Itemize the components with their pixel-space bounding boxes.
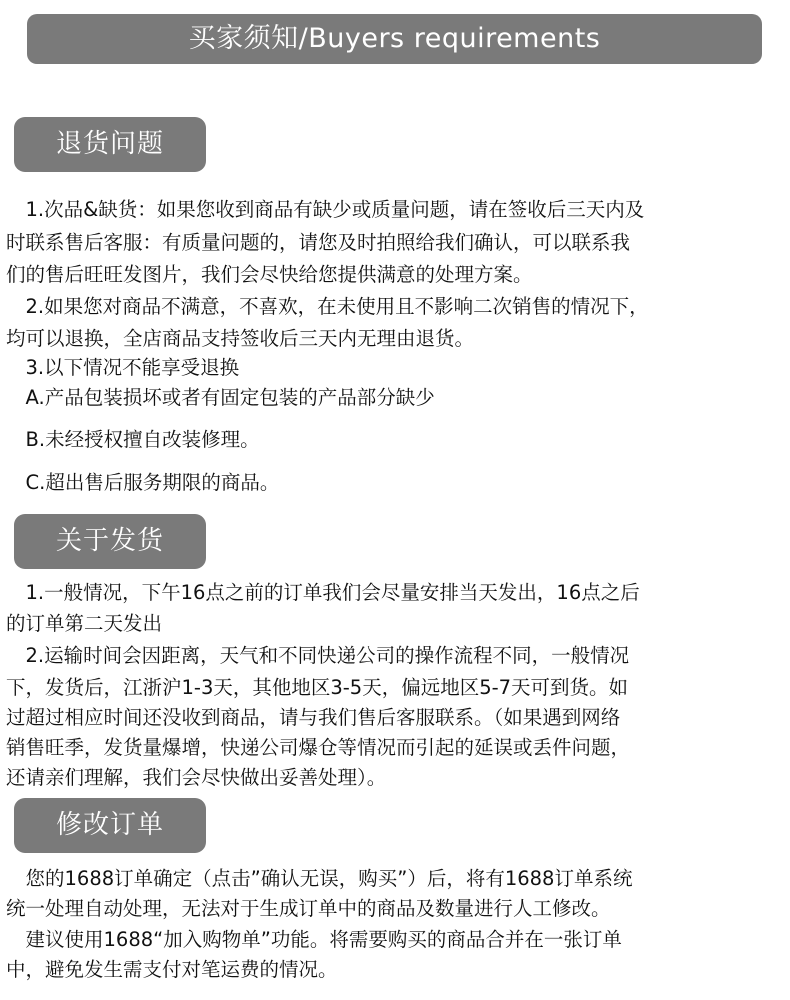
shipping-line: 的订单第二天发出 — [6, 612, 163, 635]
modify-line: 统一处理自动处理，无法对于生成订单中的商品及数量进行人工修改。 — [6, 897, 611, 920]
returns-line: C.超出售后服务期限的商品。 — [6, 471, 280, 494]
returns-line: 3.以下情况不能享受退换 — [6, 356, 240, 379]
shipping-line: 还请亲们理解，我们会尽快做出妥善处理）。 — [6, 766, 387, 789]
page-banner: 买家须知/Buyers requirements — [27, 14, 762, 64]
section-title-shipping: 关于发货 — [14, 514, 206, 569]
section-title-modify: 修改订单 — [14, 798, 206, 853]
shipping-line: 1.一般情况，下午16点之前的订单我们会尽量安排当天发出，16点之后 — [6, 581, 640, 604]
modify-line: 中，避免发生需支付对笔运费的情况。 — [6, 958, 338, 981]
shipping-line: 销售旺季，发货量爆增，快递公司爆仓等情况而引起的延误或丢件问题， — [6, 736, 631, 759]
returns-line: B.未经授权擅自改装修理。 — [6, 428, 260, 451]
shipping-line: 2.运输时间会因距离，天气和不同快递公司的操作流程不同，一般情况 — [6, 644, 630, 667]
returns-line: 时联系售后客服：有质量问题的，请您及时拍照给我们确认，可以联系我 — [6, 231, 631, 254]
returns-line: 2.如果您对商品不满意，不喜欢，在未使用且不影响二次销售的情况下， — [6, 295, 649, 318]
shipping-line: 下，发货后，江浙沪1-3天，其他地区3-5天，偏远地区5-7天可到货。如 — [6, 676, 629, 699]
returns-line: A.产品包装损坏或者有固定包装的产品部分缺少 — [6, 386, 435, 409]
returns-line: 们的售后旺旺发图片，我们会尽快给您提供满意的处理方案。 — [6, 263, 533, 286]
shipping-line: 过超过相应时间还没收到商品，请与我们售后客服联系。（如果遇到网络 — [6, 706, 621, 729]
returns-line: 均可以退换，全店商品支持签收后三天内无理由退货。 — [6, 327, 475, 350]
modify-line: 您的1688订单确定（点击”确认无误，购买”）后，将有1688订单系统 — [6, 867, 633, 890]
returns-line: 1.次品&缺货：如果您收到商品有缺少或质量问题，请在签收后三天内及 — [6, 198, 645, 221]
section-title-returns: 退货问题 — [14, 117, 206, 172]
modify-line: 建议使用1688“加入购物单”功能。将需要购买的商品合并在一张订单 — [6, 928, 622, 951]
